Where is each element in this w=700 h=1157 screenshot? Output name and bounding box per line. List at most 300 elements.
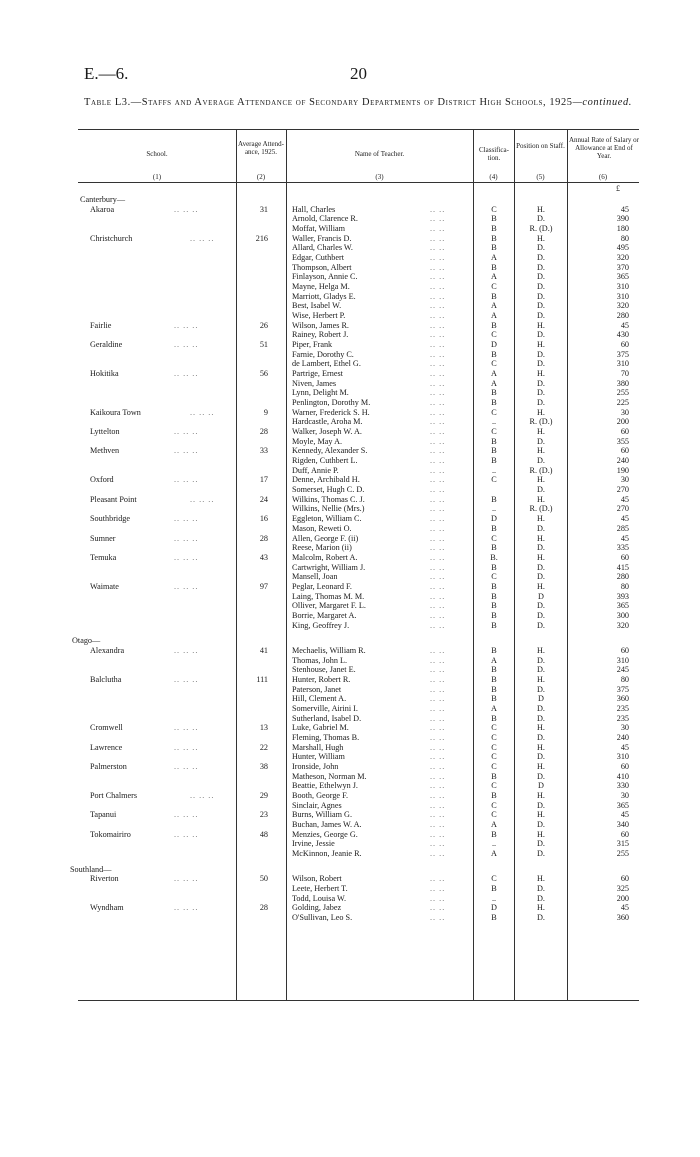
annual-salary: 225 bbox=[616, 398, 629, 408]
classification: B bbox=[491, 771, 497, 781]
staff-position: D. bbox=[537, 330, 545, 340]
column-header-position: Position on Staff. bbox=[516, 142, 565, 150]
row-leader-dots: .. .. bbox=[430, 320, 446, 330]
row-leader-dots: .. .. bbox=[430, 243, 446, 253]
row-leader-dots: .. .. bbox=[430, 684, 446, 694]
row-leader-dots: .. .. bbox=[430, 732, 446, 742]
classification: C bbox=[491, 204, 497, 214]
school-name: Hokitika bbox=[90, 369, 119, 379]
annual-salary: 370 bbox=[616, 262, 629, 272]
teacher-name: Wilkins, Nellie (Mrs.) bbox=[292, 504, 365, 514]
annual-salary: 45 bbox=[620, 533, 629, 543]
row-leader-dots: .. .. bbox=[430, 552, 446, 562]
column-number: (6) bbox=[598, 173, 608, 181]
row-leader-dots: .. .. bbox=[430, 291, 446, 301]
staff-position: H. bbox=[537, 233, 545, 243]
teacher-name: Marshall, Hugh bbox=[292, 742, 344, 752]
row-leader-dots: .. .. bbox=[430, 272, 446, 282]
staff-position: H. bbox=[537, 874, 545, 884]
teacher-name: Cartwright, William J. bbox=[292, 562, 366, 572]
classification: .. bbox=[491, 465, 497, 475]
teacher-name: Mechaelis, William R. bbox=[292, 645, 366, 655]
staff-position: D. bbox=[537, 655, 545, 665]
annual-salary: 365 bbox=[616, 800, 629, 810]
classification: A bbox=[491, 848, 497, 858]
annual-salary: 360 bbox=[616, 694, 629, 704]
row-leader-dots: .. .. bbox=[430, 504, 446, 514]
row-leader-dots: .. .. bbox=[430, 446, 446, 456]
annual-salary: 200 bbox=[616, 417, 629, 427]
row-leader-dots: .. .. bbox=[430, 713, 446, 723]
row-leader-dots: .. .. bbox=[430, 581, 446, 591]
region-heading: Canterbury— bbox=[80, 195, 126, 204]
staff-position: D. bbox=[537, 819, 545, 829]
annual-salary: 60 bbox=[620, 761, 629, 771]
classification: A bbox=[491, 253, 497, 262]
annual-salary: 190 bbox=[616, 465, 629, 475]
annual-salary: 393 bbox=[616, 591, 629, 601]
staff-position: D. bbox=[537, 436, 545, 446]
annual-salary: 30 bbox=[620, 407, 629, 417]
row-leader-dots: .. .. bbox=[430, 562, 446, 572]
teacher-name: Eggleton, William C. bbox=[292, 514, 362, 524]
average-attendance: 216 bbox=[255, 233, 268, 243]
average-attendance: 111 bbox=[256, 674, 268, 684]
teacher-name: Booth, George F. bbox=[292, 790, 349, 800]
teacher-name: Denne, Archibald H. bbox=[292, 475, 360, 485]
classification: C bbox=[491, 475, 497, 485]
annual-salary: 360 bbox=[616, 912, 629, 922]
classification: B bbox=[491, 523, 497, 533]
staff-position: H. bbox=[537, 320, 545, 330]
row-leader-dots: .. .. bbox=[430, 703, 446, 713]
classification: B bbox=[491, 674, 497, 684]
school-name: Cromwell bbox=[90, 723, 123, 733]
classification: C bbox=[491, 330, 497, 340]
classification: C bbox=[491, 723, 497, 733]
row-leader-dots: .. .. bbox=[430, 262, 446, 272]
staff-position: D. bbox=[537, 601, 545, 611]
annual-salary: 45 bbox=[620, 810, 629, 820]
average-attendance: 28 bbox=[259, 427, 268, 437]
teacher-name: Ironside, John bbox=[292, 761, 339, 771]
staff-position: H. bbox=[537, 369, 545, 379]
staff-position: H. bbox=[537, 761, 545, 771]
classification: B bbox=[491, 694, 497, 704]
row-leader-dots: .. .. .. bbox=[174, 533, 199, 543]
annual-salary: 60 bbox=[620, 552, 629, 562]
classification: A bbox=[491, 272, 497, 282]
staff-position: H. bbox=[537, 674, 545, 684]
classification: .. bbox=[491, 839, 497, 849]
classification: A bbox=[491, 819, 497, 829]
staff-position: H. bbox=[537, 533, 545, 543]
row-leader-dots: .. .. bbox=[430, 407, 446, 417]
row-leader-dots: .. .. bbox=[430, 388, 446, 398]
teacher-name: Luke, Gabriel M. bbox=[292, 723, 349, 733]
annual-salary: 60 bbox=[620, 874, 629, 884]
annual-salary: 320 bbox=[616, 301, 629, 311]
staff-position: D. bbox=[537, 839, 545, 849]
school-name: Akaroa bbox=[90, 204, 115, 214]
classification: B bbox=[491, 243, 497, 253]
annual-salary: 380 bbox=[616, 378, 629, 388]
annual-salary: 70 bbox=[620, 369, 629, 379]
teacher-name: Matheson, Norman M. bbox=[292, 771, 367, 781]
row-leader-dots: .. .. bbox=[430, 330, 446, 340]
staff-position: H. bbox=[537, 829, 545, 839]
annual-salary: 355 bbox=[616, 436, 629, 446]
classification: C bbox=[491, 427, 497, 437]
staff-position: D. bbox=[537, 620, 545, 630]
classification: C bbox=[491, 874, 497, 884]
row-leader-dots: .. .. bbox=[430, 233, 446, 243]
staff-position: D. bbox=[537, 523, 545, 533]
classification: A bbox=[491, 655, 497, 665]
staff-position: H. bbox=[537, 340, 545, 349]
classification: C bbox=[491, 742, 497, 752]
staff-position: H. bbox=[537, 552, 545, 562]
row-leader-dots: .. .. .. bbox=[174, 742, 199, 752]
column-number: (2) bbox=[256, 173, 266, 181]
column-header-classification: Classifica-tion. bbox=[479, 146, 509, 162]
teacher-name: Somerset, Hugh C. D. bbox=[292, 485, 365, 495]
classification: B bbox=[491, 912, 497, 922]
row-leader-dots: .. .. bbox=[430, 761, 446, 771]
classification: C bbox=[491, 761, 497, 771]
row-leader-dots: .. .. bbox=[430, 883, 446, 893]
school-name: Methven bbox=[90, 446, 120, 456]
row-leader-dots: .. .. bbox=[430, 810, 446, 820]
classification: B bbox=[491, 591, 497, 601]
row-leader-dots: .. .. .. bbox=[174, 369, 199, 379]
row-leader-dots: .. .. bbox=[430, 874, 446, 884]
teacher-name: Warner, Frederick S. H. bbox=[292, 407, 370, 417]
row-leader-dots: .. .. .. bbox=[174, 475, 199, 485]
teacher-name: Todd, Louisa W. bbox=[292, 893, 347, 903]
annual-salary: 60 bbox=[620, 645, 629, 655]
staff-position: D. bbox=[537, 771, 545, 781]
school-name: Southbridge bbox=[90, 514, 131, 524]
annual-salary: 410 bbox=[616, 771, 629, 781]
classification: C bbox=[491, 282, 497, 291]
classification: C bbox=[491, 781, 497, 791]
teacher-name: Partrige, Ernest bbox=[292, 369, 343, 379]
teacher-name: Rigden, Cuthbert L. bbox=[292, 456, 358, 466]
teacher-name: McKinnon, Jeanie R. bbox=[292, 848, 362, 858]
average-attendance: 28 bbox=[259, 533, 268, 543]
row-leader-dots: .. .. bbox=[430, 224, 446, 233]
teacher-name: Reese, Marion (ii) bbox=[292, 543, 352, 553]
annual-salary: 320 bbox=[616, 620, 629, 630]
classification: B bbox=[491, 349, 497, 359]
staff-position: D. bbox=[537, 848, 545, 858]
classification: B bbox=[491, 398, 497, 408]
school-name: Pleasant Point bbox=[90, 494, 137, 504]
row-leader-dots: .. .. .. bbox=[174, 552, 199, 562]
average-attendance: 56 bbox=[259, 369, 268, 379]
average-attendance: 29 bbox=[259, 790, 268, 800]
row-leader-dots: .. .. bbox=[430, 819, 446, 829]
row-leader-dots: .. .. bbox=[430, 752, 446, 762]
school-name: Balclutha bbox=[90, 674, 122, 684]
classification: B bbox=[491, 262, 497, 272]
row-leader-dots: .. .. bbox=[430, 591, 446, 601]
staff-position: H. bbox=[537, 204, 545, 214]
average-attendance: 31 bbox=[259, 204, 268, 214]
row-leader-dots: .. .. .. bbox=[174, 581, 199, 591]
row-leader-dots: .. .. bbox=[430, 378, 446, 388]
staff-position: R. (D.) bbox=[529, 417, 553, 427]
teacher-name: Fleming, Thomas B. bbox=[292, 732, 360, 742]
row-leader-dots: .. .. bbox=[430, 417, 446, 427]
staff-position: R. (D.) bbox=[529, 224, 553, 233]
row-leader-dots: .. .. bbox=[430, 301, 446, 311]
school-name: Kaikoura Town bbox=[90, 407, 141, 417]
annual-salary: 60 bbox=[620, 446, 629, 456]
annual-salary: 280 bbox=[616, 311, 629, 320]
column-header-attendance: Average Attend-ance, 1925. bbox=[238, 140, 284, 156]
classification: D bbox=[491, 903, 497, 913]
teacher-name: Moyle, May A. bbox=[292, 436, 343, 446]
teacher-name: Hunter, Robert R. bbox=[292, 674, 351, 684]
staff-position: D. bbox=[537, 291, 545, 301]
classification: C bbox=[491, 572, 497, 582]
row-leader-dots: .. .. bbox=[430, 839, 446, 849]
column-number: (5) bbox=[536, 173, 545, 181]
annual-salary: 80 bbox=[620, 233, 629, 243]
staff-position: H. bbox=[537, 475, 545, 485]
row-leader-dots: .. .. .. bbox=[190, 494, 215, 504]
teacher-name: Peglar, Leonard F. bbox=[292, 581, 352, 591]
annual-salary: 310 bbox=[616, 291, 629, 301]
classification: A bbox=[491, 703, 497, 713]
teacher-name: Niven, James bbox=[292, 378, 337, 388]
annual-salary: 30 bbox=[620, 790, 629, 800]
annual-salary: 320 bbox=[616, 253, 629, 262]
annual-salary: 280 bbox=[616, 572, 629, 582]
staff-position: R. (D.) bbox=[529, 465, 553, 475]
annual-salary: 365 bbox=[616, 272, 629, 282]
staff-position: H. bbox=[537, 427, 545, 437]
row-leader-dots: .. .. .. bbox=[174, 761, 199, 771]
annual-salary: 200 bbox=[616, 893, 629, 903]
classification: C bbox=[491, 800, 497, 810]
annual-salary: 45 bbox=[620, 494, 629, 504]
row-leader-dots: .. .. .. bbox=[174, 674, 199, 684]
classification: C bbox=[491, 752, 497, 762]
classification: B bbox=[491, 494, 497, 504]
teacher-name: Allard, Charles W. bbox=[292, 243, 353, 253]
classification: A bbox=[491, 301, 497, 311]
annual-salary: 430 bbox=[616, 330, 629, 340]
teacher-name: Wilkins, Thomas C. J. bbox=[292, 494, 365, 504]
row-leader-dots: .. .. bbox=[430, 253, 446, 262]
classification: B bbox=[491, 883, 497, 893]
school-name: Lyttelton bbox=[90, 427, 120, 437]
annual-salary: 60 bbox=[620, 340, 629, 349]
school-name: Port Chalmers bbox=[90, 790, 138, 800]
staff-position: D. bbox=[537, 732, 545, 742]
annual-salary: 180 bbox=[616, 224, 629, 233]
staff-position: D. bbox=[537, 301, 545, 311]
teacher-name: King, Geoffrey J. bbox=[292, 620, 350, 630]
annual-salary: 45 bbox=[620, 514, 629, 524]
annual-salary: 315 bbox=[616, 839, 629, 849]
row-leader-dots: .. .. .. bbox=[190, 233, 215, 243]
school-name: Geraldine bbox=[90, 340, 123, 349]
classification: B bbox=[491, 456, 497, 466]
staff-position: R. (D.) bbox=[529, 504, 553, 514]
staff-position: H. bbox=[537, 810, 545, 820]
classification: A bbox=[491, 378, 497, 388]
row-leader-dots: .. .. bbox=[430, 771, 446, 781]
teacher-name: Piper, Frank bbox=[292, 340, 333, 349]
average-attendance: 22 bbox=[259, 742, 268, 752]
teacher-name: Mayne, Helga M. bbox=[292, 282, 350, 291]
classification: B bbox=[491, 436, 497, 446]
teacher-name: Arnold, Clarence R. bbox=[292, 214, 358, 224]
average-attendance: 24 bbox=[259, 494, 268, 504]
teacher-name: Laing, Thomas M. M. bbox=[292, 591, 365, 601]
row-leader-dots: .. .. .. bbox=[174, 874, 199, 884]
staff-position: D. bbox=[537, 610, 545, 620]
school-name: Palmerston bbox=[90, 761, 127, 771]
staff-position: D. bbox=[537, 262, 545, 272]
annual-salary: 245 bbox=[616, 665, 629, 675]
staff-position: D. bbox=[537, 912, 545, 922]
average-attendance: 41 bbox=[259, 645, 268, 655]
annual-salary: 310 bbox=[616, 655, 629, 665]
staff-position: D. bbox=[537, 562, 545, 572]
annual-salary: 270 bbox=[616, 485, 629, 495]
teacher-name: Walker, Joseph W. A. bbox=[292, 427, 362, 437]
average-attendance: 28 bbox=[259, 903, 268, 913]
staff-position: D. bbox=[537, 214, 545, 224]
annual-salary: 270 bbox=[616, 504, 629, 514]
staff-position: H. bbox=[537, 645, 545, 655]
school-name: Christchurch bbox=[90, 233, 133, 243]
teacher-name: Burns, William G. bbox=[292, 810, 353, 820]
school-name: Alexandra bbox=[90, 645, 125, 655]
school-name: Wyndham bbox=[90, 903, 124, 913]
teacher-name: Sutherland, Isabel D. bbox=[292, 713, 362, 723]
staff-position: D. bbox=[537, 665, 545, 675]
staff-position: H. bbox=[537, 446, 545, 456]
classification: B bbox=[491, 543, 497, 553]
column-number: (3) bbox=[375, 173, 384, 181]
annual-salary: 240 bbox=[616, 732, 629, 742]
row-leader-dots: .. .. .. bbox=[174, 514, 199, 524]
classification: B bbox=[491, 224, 497, 233]
teacher-name: Marriott, Gladys E. bbox=[292, 291, 356, 301]
teacher-name: Golding, Jabez bbox=[292, 903, 342, 913]
annual-salary: 30 bbox=[620, 723, 629, 733]
classification: B bbox=[491, 790, 497, 800]
annual-salary: 80 bbox=[620, 674, 629, 684]
row-leader-dots: .. .. .. bbox=[174, 723, 199, 733]
classification: B bbox=[491, 601, 497, 611]
classification: B bbox=[491, 620, 497, 630]
annual-salary: 235 bbox=[616, 703, 629, 713]
region-heading: Southland— bbox=[70, 864, 112, 874]
row-leader-dots: .. .. bbox=[430, 848, 446, 858]
annual-salary: 375 bbox=[616, 349, 629, 359]
classification: B bbox=[491, 388, 497, 398]
row-leader-dots: .. .. bbox=[430, 645, 446, 655]
row-leader-dots: .. .. bbox=[430, 282, 446, 291]
classification: B bbox=[491, 713, 497, 723]
classification: C bbox=[491, 407, 497, 417]
staff-position: H. bbox=[537, 790, 545, 800]
teacher-name: Mansell, Joan bbox=[292, 572, 338, 582]
staff-position: D. bbox=[537, 893, 545, 903]
annual-salary: 310 bbox=[616, 282, 629, 291]
row-leader-dots: .. .. bbox=[430, 427, 446, 437]
staff-position: D. bbox=[537, 543, 545, 553]
row-leader-dots: .. .. .. bbox=[190, 790, 215, 800]
column-header-teacher: Name of Teacher. bbox=[354, 150, 405, 158]
classification: A bbox=[491, 369, 497, 379]
teacher-name: Rainey, Robert J. bbox=[292, 330, 349, 340]
staff-position: H. bbox=[537, 723, 545, 733]
classification: B bbox=[491, 684, 497, 694]
annual-salary: 235 bbox=[616, 713, 629, 723]
classification: B bbox=[491, 446, 497, 456]
average-attendance: 16 bbox=[259, 514, 268, 524]
row-leader-dots: .. .. bbox=[430, 514, 446, 524]
teacher-name: Irvine, Jessie bbox=[292, 839, 335, 849]
annual-salary: 60 bbox=[620, 427, 629, 437]
average-attendance: 51 bbox=[259, 340, 268, 349]
staff-position: D. bbox=[537, 572, 545, 582]
row-leader-dots: .. .. bbox=[430, 485, 446, 495]
row-leader-dots: .. .. bbox=[430, 456, 446, 466]
staff-position: D bbox=[538, 781, 544, 791]
classification: B bbox=[491, 645, 497, 655]
teacher-name: Hill, Clement A. bbox=[292, 694, 347, 704]
teacher-name: Borrie, Margaret A. bbox=[292, 610, 357, 620]
staff-position: D. bbox=[537, 243, 545, 253]
teacher-name: Waller, Francis D. bbox=[292, 233, 352, 243]
teacher-name: Sinclair, Agnes bbox=[292, 800, 342, 810]
teacher-name: Somerville, Airini I. bbox=[292, 703, 358, 713]
teacher-name: Moffat, William bbox=[292, 224, 346, 233]
annual-salary: 45 bbox=[620, 204, 629, 214]
teacher-name: Thompson, Albert bbox=[292, 262, 352, 272]
row-leader-dots: .. .. bbox=[430, 829, 446, 839]
row-leader-dots: .. .. bbox=[430, 912, 446, 922]
staff-position: D. bbox=[537, 883, 545, 893]
classification: A bbox=[491, 311, 497, 320]
row-leader-dots: .. .. bbox=[430, 601, 446, 611]
annual-salary: 330 bbox=[616, 781, 629, 791]
column-number: (4) bbox=[489, 173, 498, 181]
classification: B bbox=[491, 665, 497, 675]
classification: C bbox=[491, 732, 497, 742]
row-leader-dots: .. .. .. bbox=[190, 407, 215, 417]
row-leader-dots: .. .. .. bbox=[174, 829, 199, 839]
staff-position: D bbox=[538, 694, 544, 704]
staff-position: D. bbox=[537, 703, 545, 713]
classification: .. bbox=[491, 893, 497, 903]
table-row bbox=[78, 620, 639, 631]
staff-position: H. bbox=[537, 742, 545, 752]
column-number: (1) bbox=[152, 173, 162, 181]
school-name: Temuka bbox=[90, 552, 117, 562]
teacher-name: Allen, George F. (ii) bbox=[292, 533, 359, 543]
teacher-name: Kennedy, Alexander S. bbox=[292, 446, 368, 456]
